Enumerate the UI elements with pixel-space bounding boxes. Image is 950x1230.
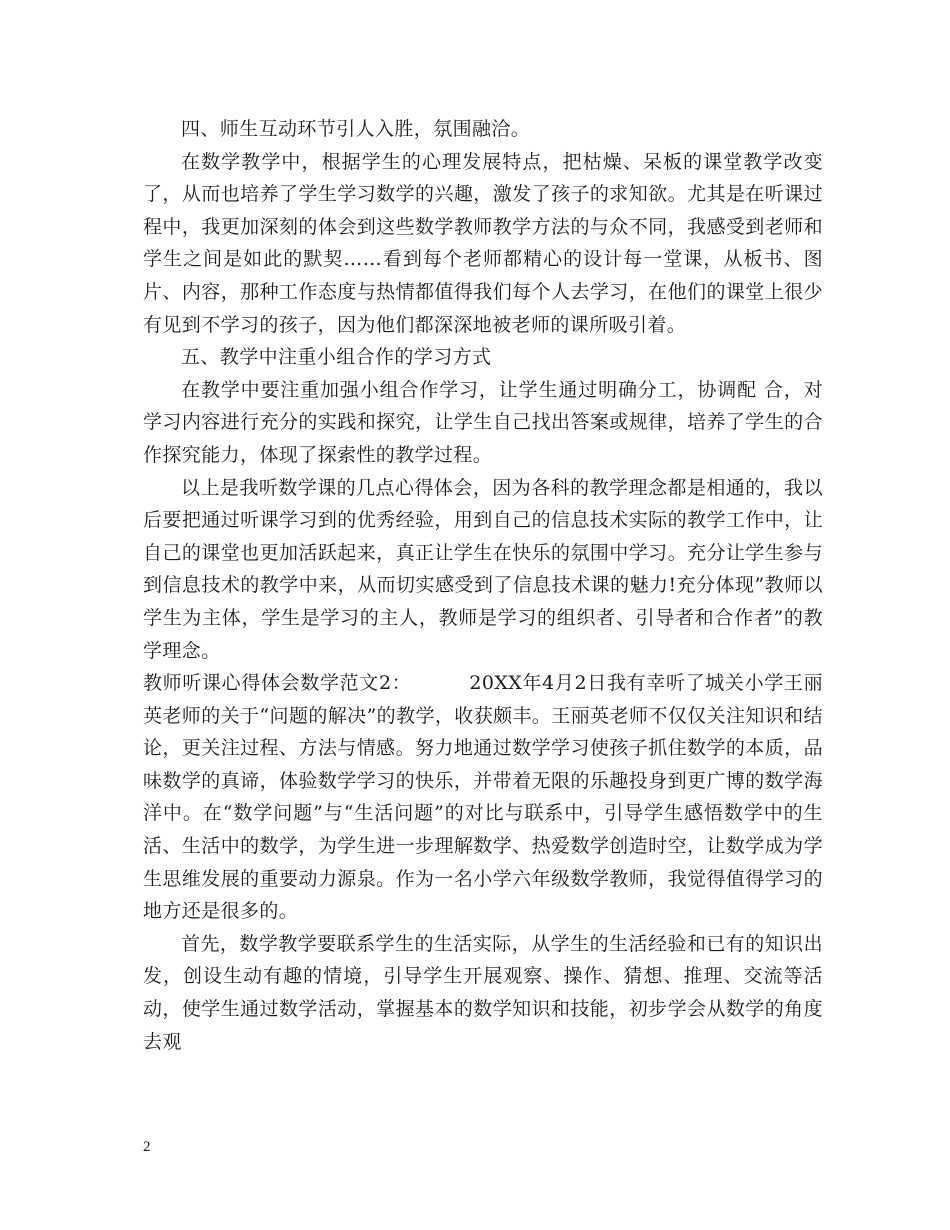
- sample-2-paragraph: [143, 667, 823, 928]
- section-4-paragraph: 在数学教学中，根据学生的心理发展特点，把枯燥、呆板的课堂教学改变了，从而也培养了学生学习数学的兴趣，激发了孩子的求知欲。尤其是在听课过程中，我更加深刻的体会到这些数学教师教学方法的与众不同，我感受到老师和学生之间是如此的默契……看到每个老师都精心的设计每一堂课，从板书、图片、内容，那种工作态度与热情都值得我们每个人去学习，在他们的课堂上很少有见到不学习的孩子，因为他们都深深地被老师的课所吸引着。: [143, 150, 823, 336]
- sample-2-label: 教师听课心得体会数学范文2：: [143, 672, 412, 695]
- document-body: [143, 113, 823, 1058]
- section-4-heading: 四、师生互动环节引人入胜，氛围融洽。: [181, 118, 531, 140]
- summary-paragraph: 以上是我听数学课的几点心得体会，因为各科的教学理念都是相通的，我以后要把通过听课学习到的优秀经验，用到自己的信息技术实际的教学工作中，让自己的课堂也更加活跃起来，真正让学生在快乐的氛围中学习。充分让学生参与到信息技术的教学中来，从而切实感受到了信息技术课的魅力!充分体现”教师以学生为主体，学生是学习的主人，教师是学习的组织者、引导者和合作者”的教学理念。: [143, 476, 823, 662]
- page-number: 2: [143, 1139, 151, 1155]
- section-5-heading: 五、教学中注重小组合作的学习方式: [181, 346, 492, 369]
- first-point-paragraph: 首先，数学教学要联系学生的生活实际，从学生的生活经验和已有的知识出发，创设生动有趣的情境，引导学生开展观察、操作、猜想、推理、交流等活动，使学生通过数学活动，掌握基本的数学知识和技能，初步学会从数学的角度去观: [143, 932, 823, 1053]
- sample-2-text: 20XX年4月2日我有幸听了城关小学王丽英老师的关于“问题的解决”的教学，收获颇丰。王丽英老师不仅仅关注知识和结论，更关注过程、方法与情感。努力地通过数学学习使孩子抓住数学的本质，品味数学的真谛，体验数学学习的快乐，并带着无限的乐趣投身到更广博的数学海洋中。在“数学问题”与“生活问题”的对比与联系中，引导学生感悟数学中的生活、生活中的数学，为学生进一步理解数学、热爱数学创造时空，让数学成为学生思维发展的重要动力源泉。作为一名小学六年级数学教师，我觉得值得学习的地方还是很多的。: [143, 672, 823, 923]
- section-5-paragraph: 在教学中要注重加强小组合作学习，让学生通过明确分工，协调配 合，对学习内容进行充分的实践和探究，让学生自己找出答案或规律，培养了学生的合作探究能力，体现了探索性的教学过程。: [143, 378, 823, 466]
